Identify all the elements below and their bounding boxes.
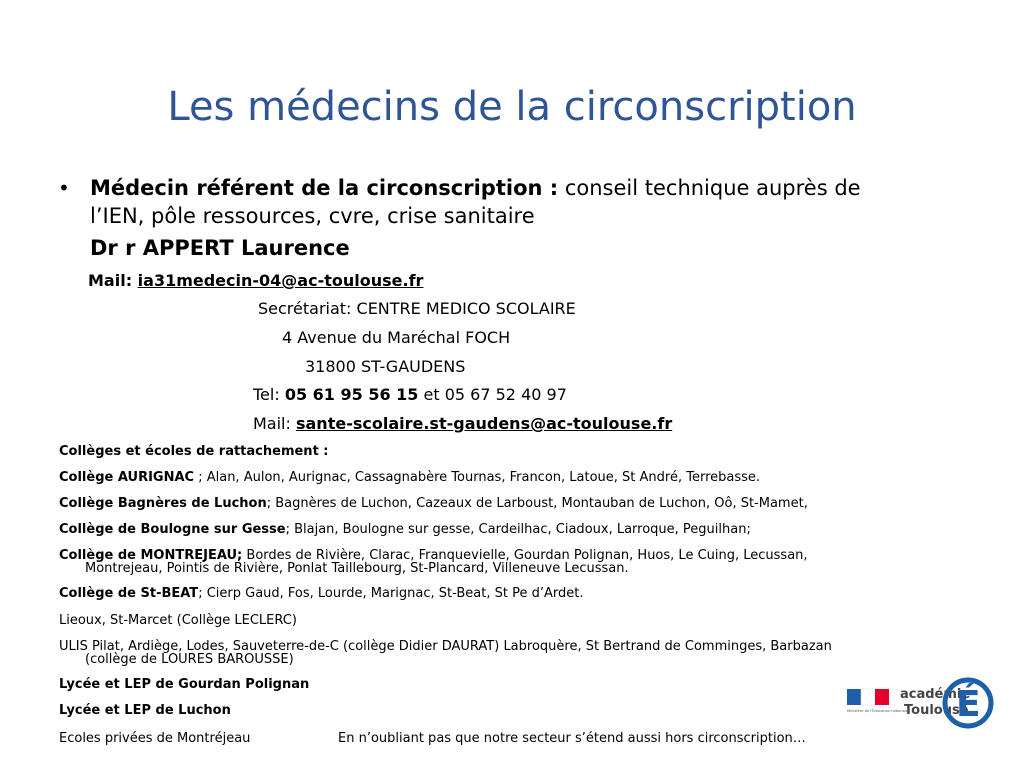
college-communes-cont: Montrejeau, Pointis de Rivière, Ponlat Taillebourg, St-Plancard, Villeneuve Lecussan. <box>85 561 629 576</box>
college-entry <box>59 522 751 537</box>
college-communes: ; Alan, Aulon, Aurignac, Cassagnabère Tournas, Francon, Latoue, St André, Terrebasse. <box>194 470 761 485</box>
college-name: Collège de Boulogne sur Gesse <box>59 522 286 537</box>
footer-note: En n’oubliant pas que notre secteur s’étend aussi hors circonscription… <box>338 731 806 746</box>
secretariat: Secrétariat: CENTRE MEDICO SCOLAIRE <box>258 299 576 318</box>
tel-main: 05 61 95 56 15 <box>284 385 419 404</box>
mail2-label: Mail: <box>253 414 296 433</box>
tel-label: Tel: <box>253 385 285 404</box>
referent-desc-a: conseil technique auprès de <box>558 176 861 200</box>
flag-blue <box>847 689 861 705</box>
lieoux-entry: Lieoux, St-Marcet (Collège LECLERC) <box>59 613 297 628</box>
academie-toulouse-logo <box>842 660 998 738</box>
referent-line <box>90 176 861 200</box>
flag-white <box>861 689 875 705</box>
lycee-gourdan: Lycée et LEP de Gourdan Polignan <box>59 677 310 692</box>
college-communes: Bordes de Rivière, Clarac, Franquevielle, Gourdan Polignan, Huos, Le Cuing, Lecussan, <box>242 548 808 563</box>
college-communes: ; Bagnères de Luchon, Cazeaux de Larboust, Montauban de Luchon, Oô, St-Mamet, <box>266 496 808 511</box>
ulis-entry <box>59 639 832 667</box>
mail-label: Mail: <box>88 271 138 290</box>
address-line-2: 31800 ST-GAUDENS <box>305 357 466 376</box>
doctor-mail-link[interactable]: ia31medecin-04@ac-toulouse.fr <box>137 271 424 290</box>
academie-logo-graphic <box>842 660 998 738</box>
tel-sep: et <box>418 385 445 404</box>
doctor-mail <box>88 271 423 290</box>
college-name: Collège de St-BEAT <box>59 586 199 601</box>
ecoles-privees: Ecoles privées de Montréjeau <box>59 731 251 746</box>
secretariat-mail <box>253 414 672 433</box>
doctor-name: Dr r APPERT Laurence <box>90 236 350 260</box>
referent-desc-b: l’IEN, pôle ressources, cvre, crise sanitaire <box>90 204 535 228</box>
college-communes: ; Cierp Gaud, Fos, Lourde, Marignac, St-Beat, St Pe d’Ardet. <box>198 586 584 601</box>
logo-line-2: Toulouse <box>904 703 969 718</box>
logo-line-1: académie <box>900 687 971 702</box>
ministry-text: Ministère de l'Éducation nationale <box>847 709 909 713</box>
college-name: Collège de MONTREJEAU; <box>59 548 243 563</box>
colleges-heading: Collèges et écoles de rattachement : <box>59 444 329 459</box>
lycee-luchon: Lycée et LEP de Luchon <box>59 703 231 718</box>
logo-letter: É <box>956 684 981 725</box>
ulis-line-b: (collège de LOURES BAROUSSE) <box>85 652 294 667</box>
page-title: Les médecins de la circonscription <box>167 84 857 130</box>
college-entry <box>59 470 760 485</box>
secretariat-mail-link[interactable]: sante-scolaire.st-gaudens@ac-toulouse.fr <box>295 414 673 433</box>
referent-heading: Médecin référent de la circonscription : <box>90 176 559 200</box>
flag-red <box>875 689 889 705</box>
college-communes: ; Blajan, Boulogne sur gesse, Cardeilhac, Ciadoux, Larroque, Peguilhan; <box>285 522 751 537</box>
college-entry <box>59 548 808 576</box>
college-entry <box>59 586 583 601</box>
telephone <box>253 385 567 404</box>
bullet-marker: • <box>58 176 70 200</box>
tel-alt: 05 67 52 40 97 <box>444 385 567 404</box>
college-name: Collège Bagnères de Luchon <box>59 496 267 511</box>
college-entry <box>59 496 808 511</box>
address-line-1: 4 Avenue du Maréchal FOCH <box>282 328 511 347</box>
college-name: Collège AURIGNAC <box>59 470 195 485</box>
ulis-line-a: ULIS Pilat, Ardiège, Lodes, Sauveterre-de-C (collège Didier DAURAT) Labroquère, St Bertrand de Comminges, Barbazan <box>59 639 832 654</box>
